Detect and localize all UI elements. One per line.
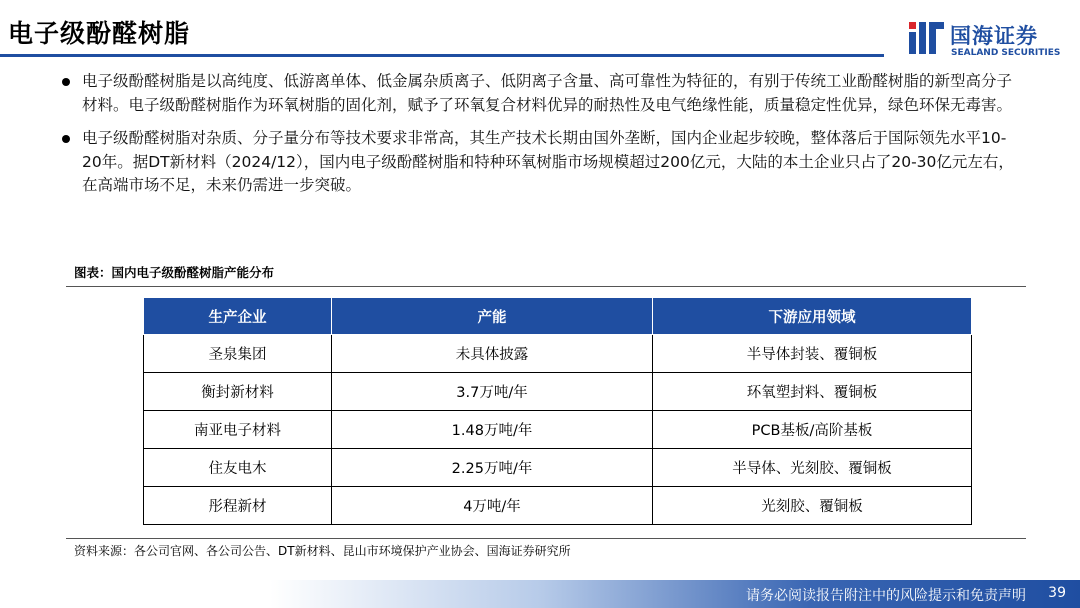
footer-bar <box>0 580 1080 608</box>
capacity-table <box>143 297 972 525</box>
column-header: 生产企业 <box>144 298 332 335</box>
company-logo <box>908 18 1068 60</box>
table-row <box>144 335 972 373</box>
source-note: 资料来源：各公司官网、各公司公告、DT新材料、昆山市环境保护产业协会、国海证券研究所 <box>74 544 571 558</box>
logo-chinese-name: 国海证券 <box>950 24 1038 48</box>
figure-caption: 图表：国内电子级酚醛树脂产能分布 <box>74 265 275 280</box>
table-row <box>144 411 972 449</box>
table-cell: 衡封新材料 <box>144 373 332 411</box>
table-cell: 半导体封装、覆铜板 <box>653 335 972 373</box>
bullet-dot-icon <box>62 135 70 143</box>
table-cell: 3.7万吨/年 <box>332 373 653 411</box>
table-row <box>144 487 972 525</box>
table-cell: 光刻胶、覆铜板 <box>653 487 972 525</box>
page-number: 39 <box>1048 585 1066 601</box>
table-cell: 南亚电子材料 <box>144 411 332 449</box>
source-divider <box>66 538 1026 539</box>
bullet-text: 电子级酚醛树脂是以高纯度、低游离单体、低金属杂质离子、低阴离子含量、高可靠性为特征的，有别于传统工业酚醛树脂的新型高分子材料。电子级酚醛树脂作为环氧树脂的固化剂，赋予了环氧复合材料优异的耐热性及电气绝缘性能，质量稳定性优异，绿色环保无毒害。 <box>82 72 1013 114</box>
table-cell: 4万吨/年 <box>332 487 653 525</box>
table-cell: 2.25万吨/年 <box>332 449 653 487</box>
table-cell: 彤程新材 <box>144 487 332 525</box>
column-header: 下游应用领域 <box>653 298 972 335</box>
table-cell: 环氧塑封料、覆铜板 <box>653 373 972 411</box>
bullet-list <box>58 70 1018 198</box>
caption-divider <box>66 286 1026 287</box>
disclaimer-text: 请务必阅读报告附注中的风险提示和免责声明 <box>746 588 1026 604</box>
logo-english-name: SEALAND SECURITIES <box>951 48 1061 58</box>
table-row <box>144 449 972 487</box>
column-header: 产能 <box>332 298 653 335</box>
table-cell: 1.48万吨/年 <box>332 411 653 449</box>
sealand-logo-icon <box>908 18 946 56</box>
table-header-row <box>144 298 972 335</box>
bullet-item <box>58 127 1018 198</box>
title-underline <box>0 54 884 57</box>
bullet-item <box>58 70 1018 117</box>
table-cell: 住友电木 <box>144 449 332 487</box>
bullet-dot-icon <box>62 78 70 86</box>
page-title: 电子级酚醛树脂 <box>8 19 191 48</box>
table-cell: PCB基板/高阶基板 <box>653 411 972 449</box>
table-cell: 半导体、光刻胶、覆铜板 <box>653 449 972 487</box>
bullet-text: 电子级酚醛树脂对杂质、分子量分布等技术要求非常高，其生产技术长期由国外垄断，国内企业起步较晚，整体落后于国际领先水平10-20年。据DT新材料（2024/12），国内电子级酚醛树脂和特种环氧树脂市场规模超过200亿元，大陆的本土企业只占了20-30亿元左右，在高端市场不足，未来仍需进一步突破。 <box>82 129 1014 194</box>
table-cell: 圣泉集团 <box>144 335 332 373</box>
table-cell: 未具体披露 <box>332 335 653 373</box>
table-row <box>144 373 972 411</box>
